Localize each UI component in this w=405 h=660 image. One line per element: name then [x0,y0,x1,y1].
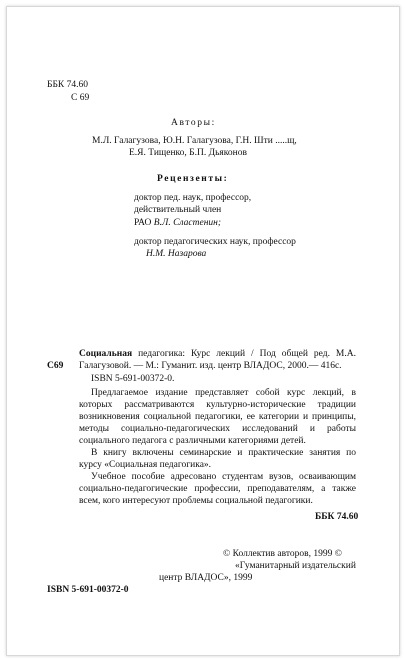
reviewer-1-line-3 [134,217,221,229]
record-title-rest: педагогика: Курс лекций / Под общей ред. М.А. Галагузовой. — М.: Гуманит. изд. центр ВЛАДОС, 2000.— 416с. [79,349,356,371]
authors-heading: Авторы: [171,118,216,128]
reviewer-2-line-1: доктор педагогических наук, профессор [134,237,296,247]
authors-line-2: Е.Я. Тищенко, Б.П. Дьяконов [129,148,247,158]
reviewer-1-name: В.Л. Сластенин; [153,218,222,228]
record-mark: С69 [47,361,64,371]
record-title-lead: Социальная [79,349,133,359]
annotation-paragraph-1: Предлагаемое издание представляет собой курс лекций, в которых рассматриваются культурно-исторические традиции возникновения социальной педагогики, ее категории и принципы, методы социально-педагогических исследований и работы социального педагога с различными категориями детей. [79,388,356,446]
reviewer-1-line-1: доктор пед. наук, профессор, [134,193,252,203]
authors-line-1: М.Л. Галагузова, Ю.Н. Галагузова, Г.Н. Шти .....щ, [92,136,297,146]
reviewer-2-name: Н.М. Назарова [146,249,207,259]
reviewer-1-line-2: действительный член [134,205,222,215]
author-mark: С 69 [71,93,90,103]
record-entry [79,348,356,372]
reviewers-heading: Рецензенты: [157,174,229,184]
annotation-paragraph-2: В книгу включены семинарские и практические занятия по курсу «Социальная педагогика». [79,448,356,470]
copyright-line-2: «Гуманитарный издательский [235,561,356,571]
book-page [6,6,400,656]
footer-isbn: ISBN 5-691-00372-0 [47,585,129,595]
bbk-code: ББК 74.60 [47,80,88,90]
annotation-paragraph-3: Учебное пособие адресовано студентам вузов, осваивающим социально-педагогические профессии, преподавателям, а также всем, кого интересуют проблемы социальной педагогики. [79,472,356,506]
copyright-line-3: центр ВЛАДОС», 1999 [159,573,253,583]
record-isbn: ISBN 5-691-00372-0. [91,374,175,384]
copyright-line-1: © Коллектив авторов, 1999 © [223,549,342,559]
reviewer-1-org: РАО [134,218,152,228]
record-bbk: ББК 74.60 [315,512,359,522]
